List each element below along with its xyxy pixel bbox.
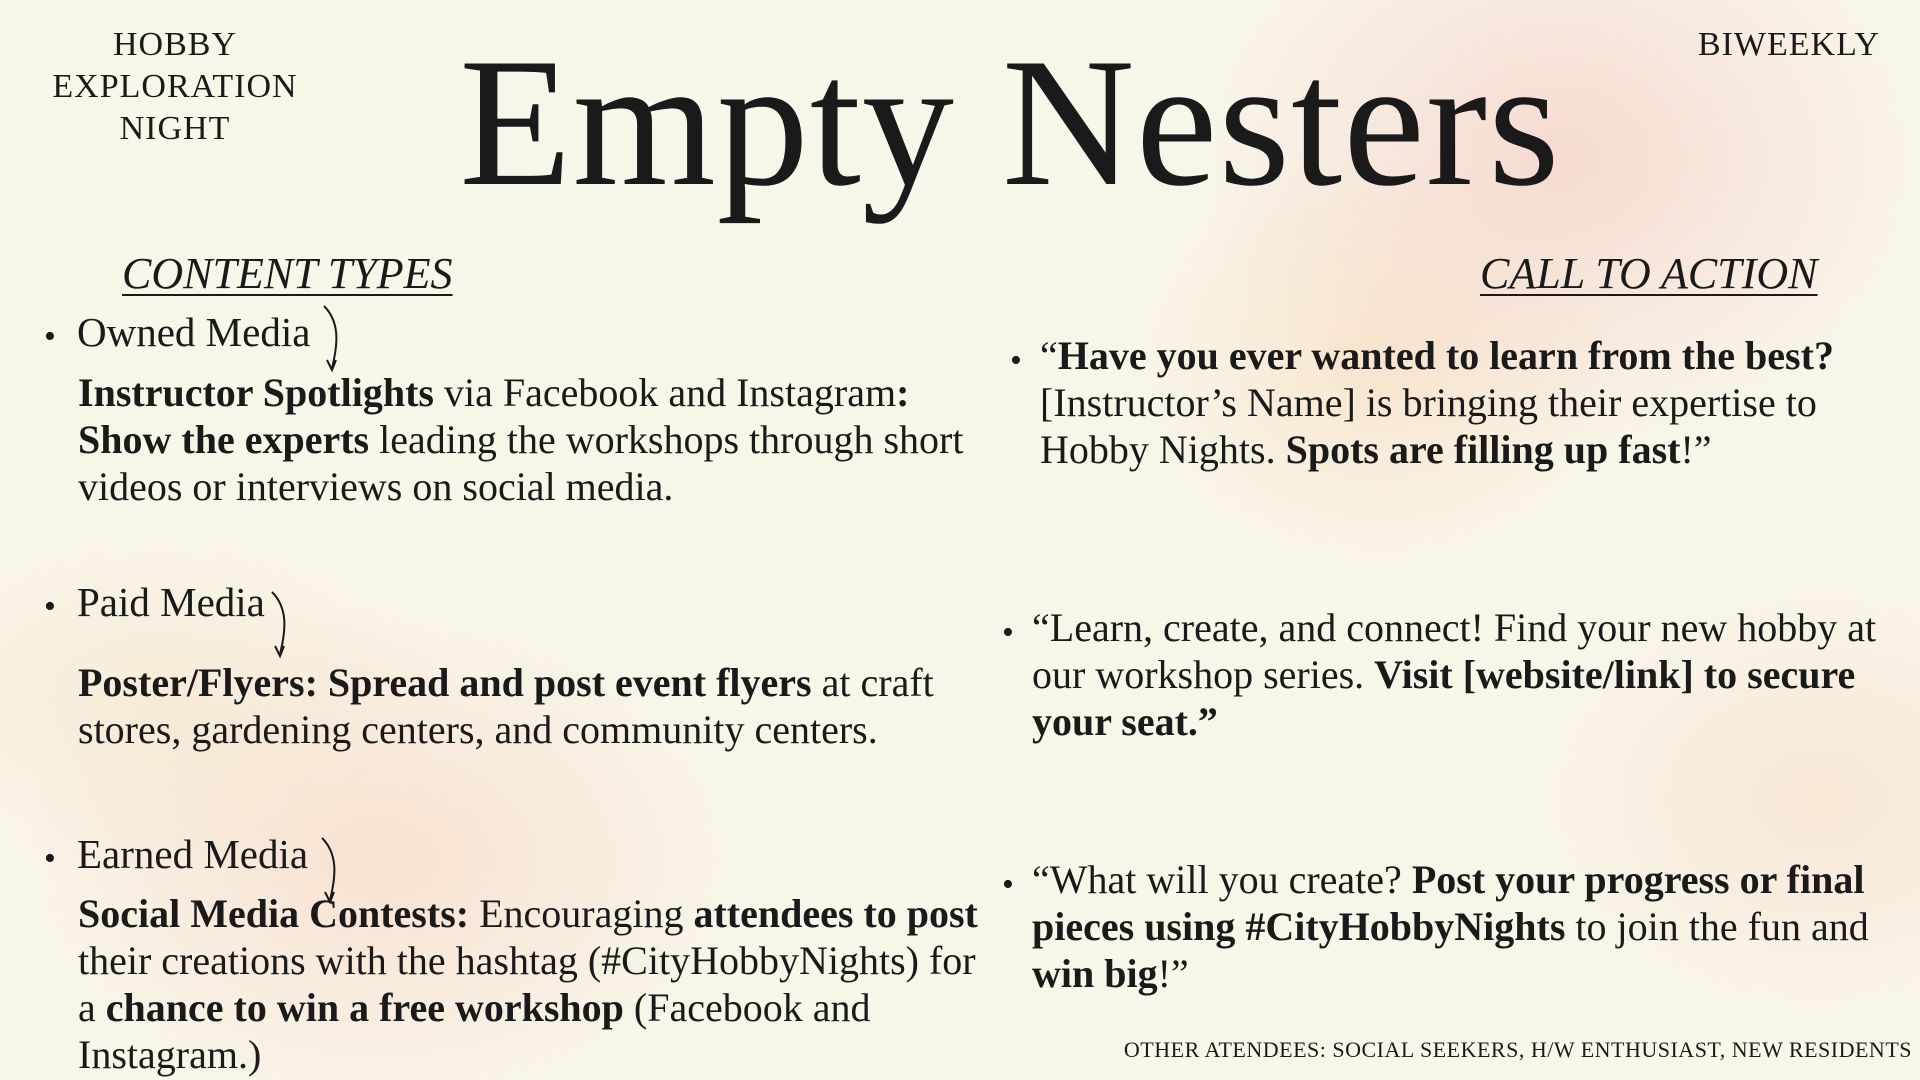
bullet-icon: • <box>1002 866 1014 903</box>
text-segment: win big <box>1032 951 1158 996</box>
text-segment: Poster/Flyers: Spread and post event flyers <box>78 660 812 705</box>
text-segment: leading the workshops through short videos or interviews on social media. <box>78 417 964 509</box>
text-segment: [Instructor’s Name] is bringing their expertise to Hobby Nights. <box>1040 380 1817 472</box>
text-segment: ” <box>1197 699 1218 744</box>
text-segment: Encouraging <box>469 891 694 936</box>
event-type-line: NIGHT <box>119 110 231 147</box>
owned-media-description <box>78 369 978 510</box>
text-segment: attendees to post <box>693 891 978 936</box>
cta-contest-quote <box>1032 856 1902 997</box>
text-segment: at craft stores, gardening centers, and community centers. <box>78 660 934 752</box>
text-segment: Post your progress or final pieces using #CityHobbyNights <box>1032 857 1865 949</box>
cta-workshop-quote <box>1032 604 1902 745</box>
paid-media-description <box>78 659 978 753</box>
text-segment: Visit [website/link] to secure your seat. <box>1032 652 1856 744</box>
bullet-icon: • <box>44 588 56 625</box>
bullet-icon: • <box>44 318 56 355</box>
other-attendees-note: OTHER ATENDEES: SOCIAL SEEKERS, H/W ENTHUSIAST, NEW RESIDENTS <box>1123 1037 1912 1062</box>
text-segment: (Facebook and Instagram.) <box>78 985 871 1077</box>
text-segment: chance to win a free workshop <box>105 985 624 1030</box>
text-segment: “ <box>1040 333 1058 378</box>
arrow-down-icon <box>318 304 348 374</box>
call-to-action-heading: CALL TO ACTION <box>1480 249 1818 298</box>
text-segment: their creations with the hashtag (#CityHobbyNights) for a <box>78 938 976 1030</box>
text-segment: Spots are filling up fast <box>1285 427 1681 472</box>
content-types-heading: CONTENT TYPES <box>122 249 453 298</box>
text-segment: Social Media Contests: <box>78 891 470 936</box>
bullet-icon: • <box>44 840 56 877</box>
text-segment: Have you ever wanted to learn from the best? <box>1057 333 1834 378</box>
text-segment: : Show the experts <box>78 370 910 462</box>
text-segment: “Learn, create, and connect! Find your new hobby at our workshop series. <box>1032 605 1877 697</box>
text-segment: via Facebook and Instagram <box>433 370 897 415</box>
bullet-icon: • <box>1002 614 1014 651</box>
event-type-line: HOBBY <box>112 26 238 63</box>
bullet-icon: • <box>1010 342 1022 379</box>
event-type-line: EXPLORATION <box>52 68 298 105</box>
media-type-earned: Earned Media <box>77 831 309 877</box>
text-segment: !” <box>1680 427 1712 472</box>
text-segment: !” <box>1157 951 1189 996</box>
page-title: Empty Nesters <box>459 20 1561 224</box>
event-type-label <box>30 24 320 150</box>
text-segment: Instructor Spotlights <box>78 370 434 415</box>
arrow-down-icon <box>266 590 296 660</box>
text-segment: “What will you create? <box>1032 857 1412 902</box>
earned-media-description <box>78 890 978 1078</box>
media-type-paid: Paid Media <box>77 579 265 625</box>
cta-instructor-quote <box>1040 332 1870 473</box>
media-type-owned: Owned Media <box>77 309 311 355</box>
frequency-label: BIWEEKLY <box>1697 26 1880 63</box>
text-segment: to join the fun and <box>1565 904 1869 949</box>
